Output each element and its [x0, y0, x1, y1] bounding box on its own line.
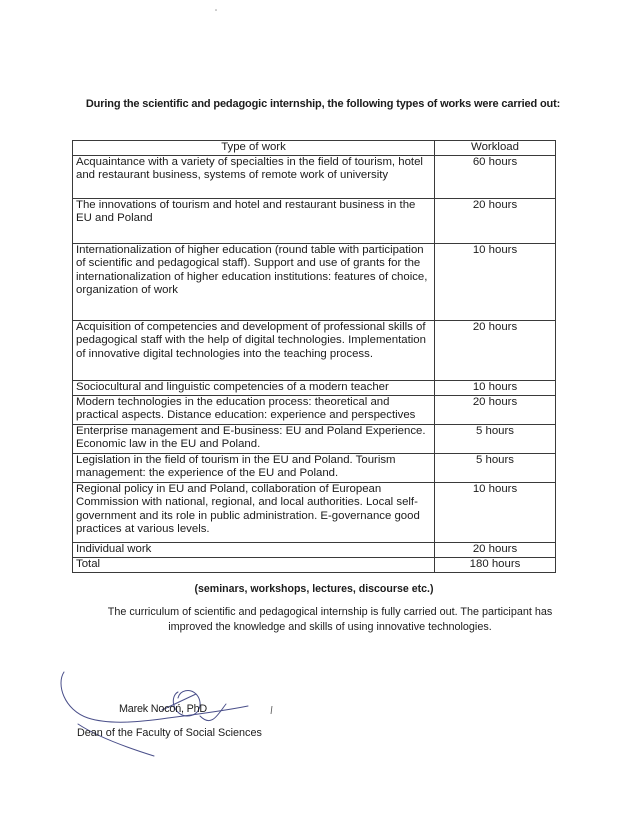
table-row: [73, 320, 556, 380]
work-type-cell: The innovations of tourism and hotel and restaurant business in the EU and Poland: [73, 198, 435, 243]
workload-cell: 60 hours: [435, 155, 556, 198]
work-type-cell: Total: [73, 557, 435, 572]
table-row: [73, 453, 556, 482]
signer-title: Dean of the Faculty of Social Sciences: [77, 727, 262, 739]
workload-cell: 20 hours: [435, 542, 556, 557]
table-caption: (seminars, workshops, lectures, discourse etc.): [194, 583, 434, 595]
table-row: [73, 424, 556, 453]
work-type-cell: Regional policy in EU and Poland, collaboration of European Commission with national, regional, and local authorities. Local self-government and its role in public administration. E-governance good practices at various levels.: [73, 482, 435, 542]
workload-cell: 180 hours: [435, 557, 556, 572]
workload-cell: 10 hours: [435, 380, 556, 395]
workload-cell: 10 hours: [435, 243, 556, 320]
work-type-cell: Legislation in the field of tourism in the EU and Poland. Tourism management: the experience of the EU and Poland.: [73, 453, 435, 482]
table-row: [73, 155, 556, 198]
table-row-total: [73, 557, 556, 572]
table-header-row: [73, 141, 556, 156]
header-workload: Workload: [435, 141, 556, 156]
table-row: [73, 482, 556, 542]
workload-cell: 20 hours: [435, 320, 556, 380]
document-heading: During the scientific and pedagogic internship, the following types of works were carried out:: [85, 98, 561, 110]
works-table: [72, 140, 556, 573]
conclusion-text: The curriculum of scientific and pedagogical internship is fully carried out. The participant has improved the knowledge and skills of using innovative technologies.: [107, 606, 553, 633]
work-type-cell: Acquaintance with a variety of specialties in the field of tourism, hotel and restaurant business, systems of remote work of university: [73, 155, 435, 198]
table-row: [73, 542, 556, 557]
table-row: [73, 380, 556, 395]
work-type-cell: Internationalization of higher education (round table with participation of scientific and pedagogical staff). Support and use of grants for the internationalization of higher education institutions: features of choice, organization of work: [73, 243, 435, 320]
workload-cell: 5 hours: [435, 453, 556, 482]
workload-cell: 10 hours: [435, 482, 556, 542]
work-type-cell: Enterprise management and E-business: EU and Poland Experience. Economic law in the EU and Poland.: [73, 424, 435, 453]
workload-cell: 20 hours: [435, 198, 556, 243]
header-type-of-work: Type of work: [73, 141, 435, 156]
table-row: [73, 198, 556, 243]
scan-speck: [213, 0, 219, 18]
workload-cell: 20 hours: [435, 395, 556, 424]
table-row: [73, 395, 556, 424]
work-type-cell: Individual work: [73, 542, 435, 557]
workload-cell: 5 hours: [435, 424, 556, 453]
work-type-cell: Sociocultural and linguistic competencies of a modern teacher: [73, 380, 435, 395]
table-row: [73, 243, 556, 320]
work-type-cell: Acquisition of competencies and development of professional skills of pedagogical staff with the help of digital technologies. Implementation of innovative digital technologies into the teaching process.: [73, 320, 435, 380]
tick-mark: [268, 703, 276, 721]
signer-name: Marek Nocoń, PhD: [119, 703, 208, 715]
work-type-cell: Modern technologies in the education process: theoretical and practical aspects. Distance education: experience and perspectives: [73, 395, 435, 424]
